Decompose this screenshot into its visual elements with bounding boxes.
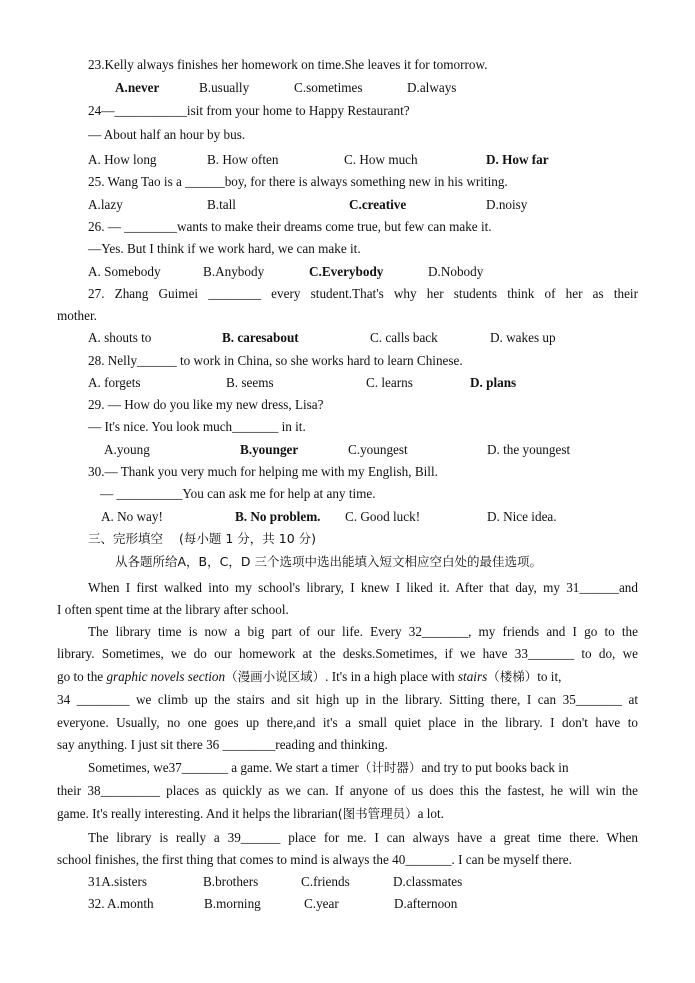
passage-p3-line-2: their 38_________ places as quickly as we can. If anyone of us does this the fastest, he will win the <box>57 783 638 798</box>
q25-option-d: D.noisy <box>486 197 528 212</box>
section-3-title: 三、完形填空 <box>88 531 164 546</box>
q24-blank: ___________ <box>114 103 187 118</box>
q25-option-c: C.creative <box>349 197 407 212</box>
p3-line1-text-a: Sometimes, we37_______ a game. We start a timer <box>88 760 359 775</box>
question-24-stem <box>88 103 410 119</box>
q26-option-d: D.Nobody <box>428 264 484 279</box>
question-25-stem: 25. Wang Tao is a ______boy, for there is always something new in his writing. <box>88 174 508 189</box>
passage-p4-line-2: school finishes, the first thing that comes to mind is always the 40_______. I can be myself there. <box>57 852 572 867</box>
q32-option-d: D.afternoon <box>394 896 458 911</box>
q24-answer-line: — About half an hour by bus. <box>88 127 246 142</box>
p2-line3-text-a: go to the <box>57 669 107 684</box>
passage-p2-line-4: 34 ________ we climb up the stairs and sit high up in the library. Sitting there, I can 35_______ at <box>57 692 638 707</box>
question-23-stem: 23.Kelly always finishes her homework on time.She leaves it for tomorrow. <box>88 57 488 72</box>
q23-option-c: C.sometimes <box>294 80 363 95</box>
section-3-heading <box>88 531 316 547</box>
q30-option-b: B. No problem. <box>235 509 321 524</box>
passage-p2-line-2: library. Sometimes, we do our homework at the desks.Sometimes, if we have 33_______ to do, we <box>57 646 638 661</box>
question-28-stem: 28. Nelly______ to work in China, so she works hard to learn Chinese. <box>88 353 463 368</box>
q23-option-a: A.never <box>115 80 160 95</box>
q28-option-d: D. plans <box>470 375 517 390</box>
q24-option-b: B. How often <box>207 152 279 167</box>
librarian-gloss: (图书管理员） <box>337 806 418 821</box>
section-3-scoring: (每小题 1 分，共 10 分) <box>179 531 317 546</box>
q27-option-a: A. shouts to <box>88 330 152 345</box>
q24-option-a: A. How long <box>88 152 157 167</box>
q29-option-d: D. the youngest <box>487 442 571 457</box>
stairs-gloss: （楼梯） <box>487 669 538 684</box>
q24-option-c: C. How much <box>344 152 418 167</box>
question-26-stem: 26. — ________wants to make their dreams come true, but few can make it. <box>88 219 492 234</box>
section-3-instruction: 从各题所给A，B，C，D 三个选项中选出能填入短文相应空白处的最佳选项。 <box>115 554 542 569</box>
q26-option-b: B.Anybody <box>203 264 265 279</box>
q23-option-b: B.usually <box>199 80 250 95</box>
passage-p2-line-3 <box>57 669 561 685</box>
passage-p3-line-1 <box>88 760 569 776</box>
q31-option-a: 31A.sisters <box>88 874 147 889</box>
q31-option-b: B.brothers <box>203 874 259 889</box>
q26-option-a: A. Somebody <box>88 264 161 279</box>
q27-option-c: C. calls back <box>370 330 438 345</box>
graphic-novels-term: graphic novels section <box>106 669 226 684</box>
question-29-stem: 29. — How do you like my new dress, Lisa? <box>88 397 324 412</box>
q32-option-b: B.morning <box>204 896 261 911</box>
q32-option-a: 32. A.month <box>88 896 154 911</box>
question-27-stem-line-1: 27. Zhang Guimei ________ every student.That's why her students think of her as their <box>88 286 638 301</box>
q30-option-a: A. No way! <box>101 509 163 524</box>
q30-option-c: C. Good luck! <box>345 509 421 524</box>
p3-line3-text-a: game. It's really interesting. And it helps the librarian <box>57 806 338 821</box>
p2-line3-text-c: to it, <box>537 669 562 684</box>
q28-option-b: B. seems <box>226 375 274 390</box>
q24-option-d: D. How far <box>486 152 549 167</box>
q23-option-d: D.always <box>407 80 457 95</box>
q27-option-b: B. caresabout <box>222 330 299 345</box>
q26-option-c: C.Everybody <box>309 264 384 279</box>
graphic-novels-gloss: （漫画小说区域） <box>225 669 326 684</box>
q29-answer-line: — It's nice. You look much_______ in it. <box>88 419 306 434</box>
q26-answer-line: —Yes. But I think if we work hard, we can make it. <box>88 241 361 256</box>
question-27-stem-line-2: mother. <box>57 308 97 323</box>
p2-line3-text-b: . It's in a high place with <box>325 669 458 684</box>
q24-stem-rest: isit from your home to Happy Restaurant? <box>186 103 410 118</box>
p3-line3-text-b: a lot. <box>417 806 444 821</box>
passage-p3-line-3 <box>57 806 444 822</box>
q24-number: 24— <box>88 103 115 118</box>
passage-p1-line-1: When I first walked into my school's library, I knew I liked it. After that day, my 31______and <box>88 580 638 595</box>
passage-p2-line-1: The library time is now a big part of our life. Every 32_______, my friends and I go to the <box>88 624 638 639</box>
q25-option-a: A.lazy <box>88 197 123 212</box>
timer-gloss: （计时器） <box>358 760 422 775</box>
q32-option-c: C.year <box>304 896 339 911</box>
q28-option-a: A. forgets <box>88 375 141 390</box>
q29-option-b: B.younger <box>240 442 299 457</box>
question-30-stem: 30.— Thank you very much for helping me with my English, Bill. <box>88 464 438 479</box>
q28-option-c: C. learns <box>366 375 413 390</box>
passage-p2-line-5: everyone. Usually, no one goes up there,and it's a small quiet place in the library. I don't have to <box>57 715 638 730</box>
q30-option-d: D. Nice idea. <box>487 509 557 524</box>
q29-option-a: A.young <box>104 442 150 457</box>
q29-option-c: C.youngest <box>348 442 408 457</box>
q31-option-c: C.friends <box>301 874 350 889</box>
q25-option-b: B.tall <box>207 197 236 212</box>
passage-p1-line-2: I often spent time at the library after school. <box>57 602 289 617</box>
p3-line1-text-b: and try to put books back in <box>421 760 569 775</box>
q30-answer-line: — __________You can ask me for help at any time. <box>100 486 376 501</box>
passage-p2-line-6: say anything. I just sit there 36 ________reading and thinking. <box>57 737 388 752</box>
passage-p4-line-1: The library is really a 39______ place for me. I can always have a great time there. When <box>88 830 638 845</box>
q31-option-d: D.classmates <box>393 874 463 889</box>
q27-option-d: D. wakes up <box>490 330 556 345</box>
stairs-term: stairs <box>457 669 488 684</box>
